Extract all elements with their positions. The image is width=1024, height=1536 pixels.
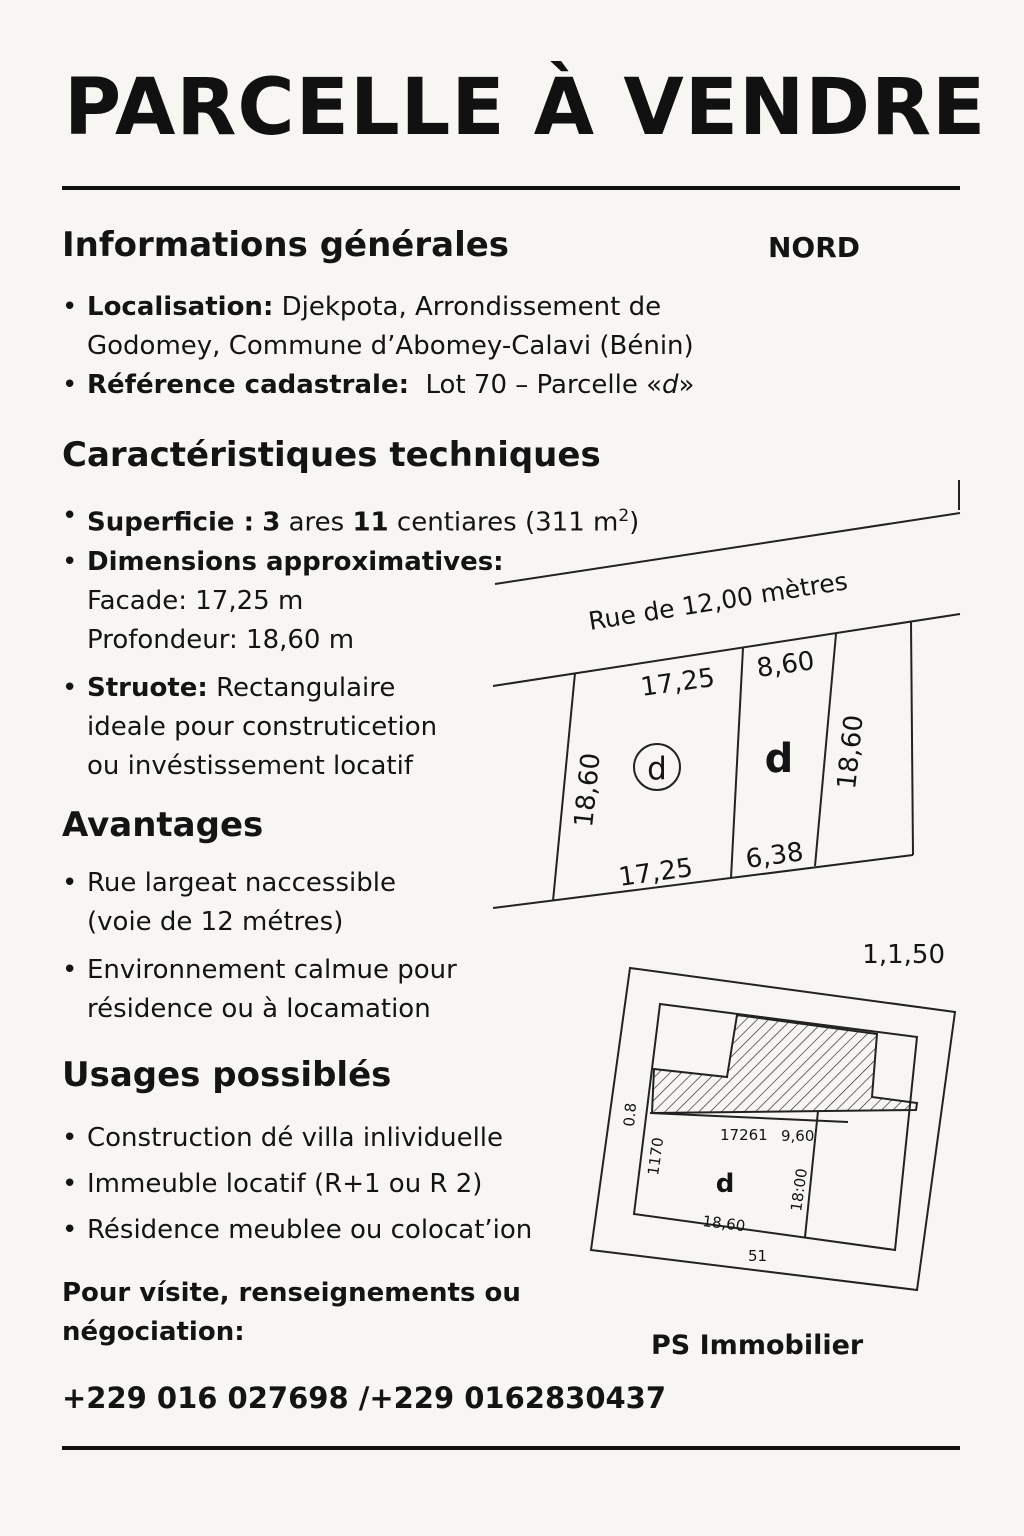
site-letter: d xyxy=(715,1169,735,1199)
north-label: NORD xyxy=(768,231,861,264)
parcel-big-letter: d xyxy=(764,736,794,782)
agency-name: PS Immobilier xyxy=(651,1330,864,1361)
area-label: Superficie : xyxy=(87,507,254,538)
uses-list xyxy=(62,1115,532,1253)
shape-line-1: Rectangulaire xyxy=(216,672,396,703)
street-label: Rue de 12,00 mètres xyxy=(586,566,850,636)
contact-phones[interactable]: +229 016 027698 /+229 0162830437 xyxy=(62,1381,667,1415)
site-inner-top-a: 17261 xyxy=(720,1126,768,1144)
area-ares: 3 xyxy=(262,507,281,538)
area-centiares: 11 xyxy=(352,507,389,538)
plot-divider-line xyxy=(731,648,743,878)
cadastral-prefix: Lot 70 – Parcelle « xyxy=(425,370,663,400)
general-heading: Informations générales xyxy=(62,225,510,265)
plot-far-right-line xyxy=(911,622,913,855)
technical-heading: Caractéristiques techniques xyxy=(62,435,601,475)
site-outer-boundary xyxy=(591,968,955,1290)
cadastral-item xyxy=(62,366,694,405)
area-ares-unit: ares xyxy=(288,507,345,538)
contact-line-2: négociation: xyxy=(62,1317,245,1347)
site-left-dim: 1170 xyxy=(644,1136,668,1177)
plot-bottom-right-dim: 6,38 xyxy=(743,837,806,875)
shape-line-3: ou invéstissement locatif xyxy=(87,750,413,781)
bottom-divider xyxy=(62,1446,960,1450)
advantages-list xyxy=(62,864,457,1029)
street-bottom-line xyxy=(493,614,960,686)
cadastral-label: Référence cadastrale: xyxy=(87,370,409,400)
contact-line-1: Pour vísite, renseignements ou xyxy=(62,1278,521,1308)
location-item xyxy=(62,288,694,405)
parcel-circled-letter: d xyxy=(647,751,667,787)
cadastral-suffix: » xyxy=(678,370,695,400)
use-item-2: • Immeuble locatif (R+1 ou R 2) xyxy=(62,1161,532,1207)
top-divider xyxy=(62,186,960,190)
uses-heading: Usages possiblés xyxy=(62,1055,392,1095)
dims-label: Dimensions approximatives: xyxy=(87,546,504,577)
area-sup: 2 xyxy=(618,506,630,526)
location-value-1: Djekpota, Arrondissement de xyxy=(281,292,662,322)
hatched-building xyxy=(652,1015,917,1113)
parcel-plan xyxy=(480,470,980,920)
site-inner-top-b: 9,60 xyxy=(781,1127,815,1145)
location-line xyxy=(62,288,694,327)
plot-left-line xyxy=(553,673,575,901)
facade-value: Facade: 17,25 m xyxy=(87,585,304,616)
depth-value: Profondeur: 18,60 m xyxy=(87,624,355,655)
site-outer-bottom-dim: 51 xyxy=(748,1247,768,1265)
area-close: ) xyxy=(629,507,640,538)
location-label: Localisation: xyxy=(87,292,274,322)
site-right-dim: 18:00 xyxy=(787,1167,811,1213)
advantage-item-2-line-2: résidence ou à locamation xyxy=(87,994,431,1024)
plot-right-dim: 18,60 xyxy=(832,713,870,791)
advantage-item-2: • Environnement calmue pour xyxy=(62,951,457,990)
location-value-2: Godomey, Commune d’Abomey-Calavi (Bénin) xyxy=(87,331,694,361)
area-centiares-unit: centiares (311 m xyxy=(396,507,619,538)
use-item-1: • Construction dé villa inlividuelle xyxy=(62,1115,532,1161)
cadastral-letter: d xyxy=(662,370,679,400)
site-inner-bottom-dim: 18,60 xyxy=(701,1212,747,1236)
plot-right-line xyxy=(815,634,836,866)
advantages-heading: Avantages xyxy=(62,805,264,845)
plot-bottom-left-dim: 17,25 xyxy=(616,852,695,893)
site-left-top-dim: 0.8 xyxy=(620,1102,641,1128)
shape-label: Struote: xyxy=(87,672,208,703)
plot-left-dim: 18,60 xyxy=(569,751,607,829)
shape-line-2: ideale pour construticetion xyxy=(87,711,438,742)
advantage-item-1: • Rue largeat naccessible xyxy=(62,864,457,903)
scale-label: 1,1,50 xyxy=(862,940,945,970)
site-plan xyxy=(585,935,975,1300)
use-item-3: • Résidence meublee ou colocat’ion xyxy=(62,1207,532,1253)
street-top-line xyxy=(495,513,960,584)
page-title: PARCELLE À VENDRE xyxy=(64,63,987,153)
plot-top-left-dim: 17,25 xyxy=(638,662,717,703)
plot-top-right-dim: 8,60 xyxy=(754,646,817,684)
advantage-item-1-line-2: (voie de 12 métres) xyxy=(87,907,344,937)
